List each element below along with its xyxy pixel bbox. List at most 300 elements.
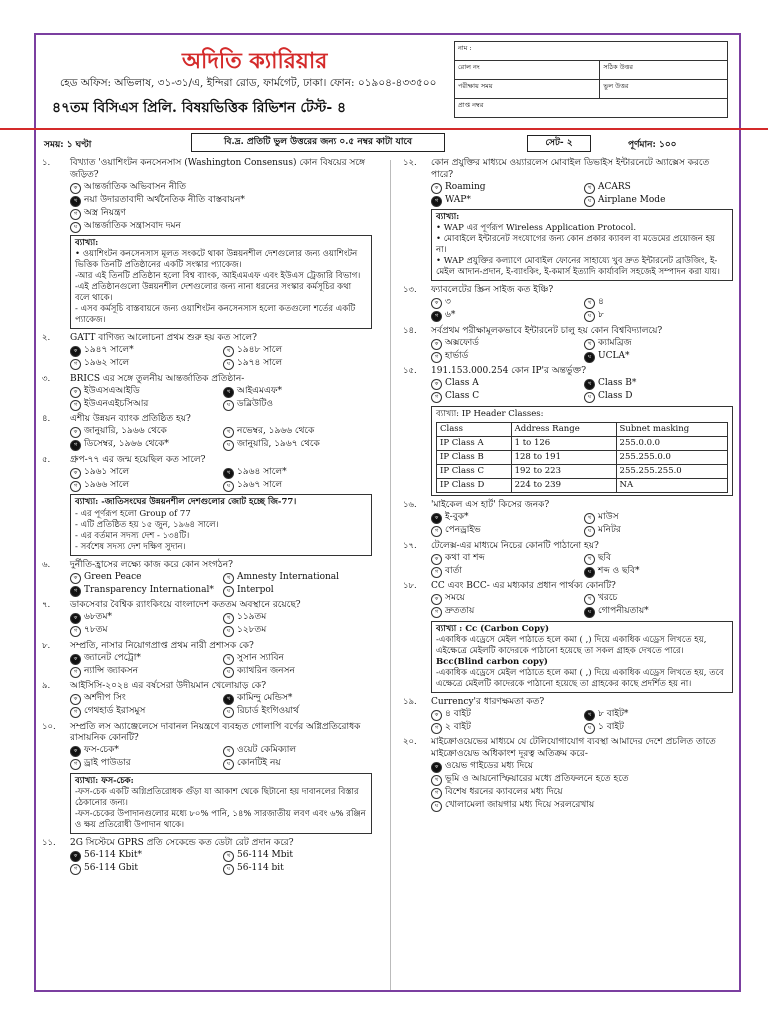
question-item <box>403 500 733 538</box>
option-bubble[interactable]: গ <box>70 440 81 451</box>
explanation-line: ব্যাখ্যা : Cc (Carbon Copy) <box>436 623 549 634</box>
option-list <box>70 426 372 452</box>
option-bubble[interactable]: খ <box>223 613 234 624</box>
answer-option[interactable] <box>223 426 372 438</box>
question-number: ৬. <box>42 559 51 570</box>
question-number: ৪. <box>42 414 51 425</box>
option-text: অস্ত্র নিয়ন্ত্রণ <box>84 207 126 218</box>
option-text: ডিসেম্বর, ১৯৬৬ থেকে* <box>84 439 169 450</box>
answer-option[interactable] <box>431 525 580 537</box>
option-bubble[interactable]: ক <box>70 573 81 584</box>
option-bubble[interactable]: গ <box>431 392 442 403</box>
answer-option[interactable] <box>70 653 219 665</box>
option-text: ড্রাই পাউডার <box>84 758 131 769</box>
exam-title: ৪৭তম বিসিএস প্রিলি. বিষয়ভিত্তিক রিভিশন টেস্ট- ৪ <box>52 100 347 116</box>
answer-option[interactable] <box>431 566 580 578</box>
answer-option[interactable] <box>431 182 580 194</box>
explanation-line: - সর্বশেষ সদস্য দেশ দক্ষিণ সুদান। <box>75 541 186 552</box>
option-bubble[interactable]: ঘ <box>584 526 595 537</box>
option-bubble[interactable]: ক <box>431 762 442 773</box>
option-bubble[interactable]: গ <box>70 586 81 597</box>
option-bubble[interactable]: খ <box>584 183 595 194</box>
option-text: ১৯৭৪ সালে <box>237 358 283 369</box>
answer-option[interactable] <box>584 195 733 207</box>
question-number: ১. <box>42 158 51 168</box>
option-bubble[interactable]: ঘ <box>223 481 234 492</box>
answer-option[interactable] <box>584 593 733 605</box>
explanation-line: ব্যাখ্যা: <box>75 238 99 249</box>
question-item <box>403 158 733 281</box>
answer-option[interactable] <box>70 208 372 220</box>
answer-option[interactable] <box>223 850 372 862</box>
option-bubble[interactable]: গ <box>70 667 81 678</box>
option-bubble[interactable]: ক <box>70 851 81 862</box>
option-text: জানুয়ারি, ১৯৬৭ থেকে <box>237 439 320 450</box>
explanation-box <box>70 494 372 555</box>
option-text: Class B* <box>598 378 637 389</box>
option-text: আইএমএফ* <box>237 385 282 396</box>
question-header <box>403 541 733 553</box>
option-bubble[interactable]: খ <box>223 694 234 705</box>
option-bubble[interactable]: খ <box>584 298 595 309</box>
question-number: ৮. <box>42 640 51 651</box>
option-bubble[interactable]: গ <box>431 788 442 799</box>
answer-option[interactable] <box>223 572 372 584</box>
answer-option[interactable] <box>431 774 733 786</box>
roll-field[interactable]: রোল নং <box>455 61 600 80</box>
option-list <box>431 378 733 404</box>
table-cell: IP Class C <box>437 465 512 479</box>
answer-option[interactable] <box>431 722 580 734</box>
answer-option[interactable] <box>431 310 580 322</box>
option-bubble[interactable]: খ <box>223 468 234 479</box>
answer-option[interactable] <box>584 606 733 618</box>
answer-option[interactable] <box>584 338 733 350</box>
answer-option[interactable] <box>70 358 219 370</box>
answer-option[interactable] <box>431 378 580 390</box>
option-bubble[interactable]: গ <box>431 196 442 207</box>
option-bubble[interactable]: গ <box>70 359 81 370</box>
answer-option[interactable] <box>584 525 733 537</box>
option-text: জানুয়ারি, ১৯৬৬ থেকে <box>84 426 167 437</box>
option-text: 56-114 bit <box>237 863 284 874</box>
question-item <box>403 285 733 323</box>
table-row <box>437 465 728 479</box>
option-bubble[interactable]: খ <box>223 573 234 584</box>
question-header <box>42 838 372 850</box>
option-list <box>70 612 372 638</box>
option-text: ৮ বাইট* <box>598 708 629 719</box>
option-text: ১৯৬১ সালে <box>84 466 130 477</box>
answer-option[interactable] <box>70 439 219 451</box>
time-field[interactable]: পরীক্ষায় সময় <box>455 80 600 99</box>
answer-option[interactable] <box>584 297 733 309</box>
answer-option[interactable] <box>70 758 219 770</box>
option-text: ন্যান্সি জ্যাকসন <box>84 665 138 676</box>
option-bubble[interactable]: ক <box>70 613 81 624</box>
answer-option[interactable] <box>223 467 372 479</box>
option-list <box>431 337 733 363</box>
brand-name: অদিতি ক্যারিয়ার <box>182 48 328 74</box>
option-bubble[interactable]: ঘ <box>223 759 234 770</box>
option-bubble[interactable]: গ <box>431 607 442 618</box>
answer-option[interactable] <box>431 351 580 363</box>
answer-option[interactable] <box>431 512 580 524</box>
answer-option[interactable] <box>223 386 372 398</box>
question-number: ১৭. <box>403 540 417 551</box>
answer-option[interactable] <box>584 391 733 403</box>
answer-option[interactable] <box>223 625 372 637</box>
table-cell: 224 to 239 <box>511 479 616 493</box>
option-bubble[interactable]: গ <box>70 481 81 492</box>
option-text: বার্তা <box>445 565 462 576</box>
obtained-field[interactable]: প্রাপ্ত নম্বর <box>455 99 728 118</box>
option-bubble[interactable]: ঘ <box>431 801 442 812</box>
option-bubble[interactable]: ক <box>431 554 442 565</box>
question-text: 2G সিস্টেমে GPRS প্রতি সেকেন্ডে কত ডেটা রেট প্রদান করে? <box>70 838 294 849</box>
question-header <box>42 560 372 572</box>
answer-option[interactable] <box>70 666 219 678</box>
option-bubble[interactable]: ঘ <box>223 667 234 678</box>
option-text: ১৯৬৬ সালে <box>84 479 130 490</box>
correct-field[interactable]: সঠিক উত্তর <box>600 61 728 80</box>
answer-option[interactable] <box>70 745 219 757</box>
option-text: Amnesty International <box>237 571 340 582</box>
table-header-cell: Subnet masking <box>616 422 727 436</box>
option-bubble[interactable]: ঘ <box>223 626 234 637</box>
option-bubble[interactable]: গ <box>70 864 81 875</box>
answer-option[interactable] <box>584 182 733 194</box>
option-bubble[interactable]: ঘ <box>584 311 595 322</box>
explanation-line: • ওয়াশিংটন কনসেনসাস মূলত সংকটে থাকা উন্নয়নশীল দেশগুলোর জন্য ওয়াশিংটন ভিত্তিক তিনটি প্রতিষ্ঠানের একটি সংস্কার প্যাকেজ। <box>75 249 358 271</box>
answer-option[interactable] <box>223 399 372 411</box>
answer-option[interactable] <box>70 625 219 637</box>
answer-option[interactable] <box>223 345 372 357</box>
answer-option[interactable] <box>431 391 580 403</box>
column-divider <box>390 160 391 990</box>
option-bubble[interactable]: খ <box>223 654 234 665</box>
option-text: Roaming <box>445 181 486 192</box>
option-bubble[interactable]: ক <box>431 183 442 194</box>
answer-option[interactable] <box>223 693 372 705</box>
wrong-field[interactable]: ভুল উত্তর <box>600 80 728 99</box>
option-text: WAP* <box>445 194 471 205</box>
option-text: Airplane Mode <box>598 194 666 205</box>
answer-option[interactable] <box>431 606 580 618</box>
explanation-box <box>431 209 733 281</box>
option-text: সুসান স্যাবিন <box>237 652 284 663</box>
option-bubble[interactable]: গ <box>431 723 442 734</box>
set-label: সেট- ২ <box>527 135 591 152</box>
option-bubble[interactable]: খ <box>584 339 595 350</box>
option-list <box>431 552 733 578</box>
option-bubble[interactable]: খ <box>223 346 234 357</box>
option-bubble[interactable]: খ <box>223 746 234 757</box>
option-list <box>70 571 372 597</box>
question-text: বিখ্যাত 'ওয়াশিংটন কনসেনসাস (Washington Consensus) কোন বিষয়ের সঙ্গে জড়িত? <box>70 158 365 180</box>
answer-option[interactable] <box>70 693 219 705</box>
answer-option[interactable] <box>223 480 372 492</box>
question-item <box>403 326 733 364</box>
question-number: ২. <box>42 333 51 344</box>
answer-option[interactable] <box>70 572 219 584</box>
full-marks: পূর্ণমান: ১০০ <box>628 140 677 150</box>
option-text: Class A <box>445 378 479 389</box>
explanation-box <box>70 773 372 834</box>
option-bubble[interactable]: খ <box>223 387 234 398</box>
answer-option[interactable] <box>431 800 733 812</box>
option-bubble[interactable]: ক <box>70 746 81 757</box>
option-bubble[interactable]: ক <box>70 183 81 194</box>
option-bubble[interactable]: খ <box>584 379 595 390</box>
option-text: গেথহার্ড ইরাসমুস <box>84 706 146 717</box>
question-header <box>403 500 733 512</box>
explanation-line: -আর এই তিনটি প্রতিষ্ঠান হলো বিশ্ব ব্যাংক, আইএমএফ এবং ইউএস ট্রেজারি বিভাগ। <box>75 271 361 282</box>
red-rule <box>0 128 768 130</box>
option-bubble[interactable]: গ <box>431 352 442 363</box>
option-text: গোপনীয়তায়* <box>598 606 649 617</box>
option-bubble[interactable]: ঘ <box>223 400 234 411</box>
question-text: কোন প্রযুক্তির মাধ্যমে ওয়্যারলেস মোবাইল ডিভাইস ইন্টারনেটে অ্যাক্সেস করতে পারে? <box>431 158 710 180</box>
question-number: ১৫. <box>403 366 417 377</box>
answer-option[interactable] <box>431 297 580 309</box>
table-cell: 128 to 191 <box>511 451 616 465</box>
answer-option[interactable] <box>70 850 219 862</box>
question-text: GATT বাণিজ্য আলোচনা প্রথম শুরু হয় কত সালে? <box>70 333 257 344</box>
question-number: ৫. <box>42 454 51 465</box>
option-bubble[interactable]: ক <box>431 513 442 524</box>
answer-option[interactable] <box>223 745 372 757</box>
answer-option[interactable] <box>70 467 219 479</box>
option-text: দ্রুততায় <box>445 606 475 617</box>
option-bubble[interactable]: খ <box>223 851 234 862</box>
option-text: ক্যামব্রিজ <box>598 337 632 348</box>
option-list <box>70 466 372 492</box>
answer-option[interactable] <box>431 553 580 565</box>
option-bubble[interactable]: ঘ <box>584 607 595 618</box>
option-bubble[interactable]: ক <box>70 346 81 357</box>
table-cell: 1 to 126 <box>511 436 616 450</box>
exam-time: সময়: ১ ঘণ্টা <box>44 140 92 150</box>
question-text: এশীয় উন্নয়ন ব্যাংক প্রতিষ্ঠিত হয়? <box>70 414 191 425</box>
answer-option[interactable] <box>584 378 733 390</box>
option-bubble[interactable]: খ <box>223 427 234 438</box>
question-text: আইসিসি-২০২৪ এর বর্ষসেরা উদীয়মান খেলোয়াড় কে? <box>70 681 267 692</box>
option-bubble[interactable]: গ <box>70 707 81 718</box>
option-bubble[interactable]: ঘ <box>584 567 595 578</box>
option-bubble[interactable]: ক <box>70 387 81 398</box>
question-header <box>403 285 733 297</box>
answer-option[interactable] <box>70 612 219 624</box>
answer-option[interactable] <box>70 221 372 233</box>
answer-option[interactable] <box>431 195 580 207</box>
answer-option[interactable] <box>70 863 219 875</box>
option-bubble[interactable]: ঘ <box>223 359 234 370</box>
option-bubble[interactable]: খ <box>431 775 442 786</box>
question-number: ৭. <box>42 600 51 611</box>
option-text: কোনটিই নয় <box>237 758 281 769</box>
question-header <box>403 581 733 593</box>
answer-option[interactable] <box>223 758 372 770</box>
option-text: Transparency International* <box>84 584 214 595</box>
answer-option[interactable] <box>70 585 219 597</box>
right-column <box>403 158 733 816</box>
question-item <box>42 414 372 452</box>
explanation-box <box>70 235 372 329</box>
answer-option[interactable] <box>70 399 219 411</box>
question-header <box>403 326 733 338</box>
answer-option[interactable] <box>431 761 733 773</box>
option-text: 56-114 Gbit <box>84 863 138 874</box>
option-bubble[interactable]: ঘ <box>70 222 81 233</box>
question-number: ১০. <box>42 721 56 732</box>
option-bubble[interactable]: গ <box>431 526 442 537</box>
option-bubble[interactable]: ক <box>70 694 81 705</box>
option-text: ৬৮তম* <box>84 612 112 623</box>
option-text: ১৯৪৭ সালে* <box>84 345 134 356</box>
question-text: মাইক্রোওয়েভের মাধ্যমে যে টেলিযোগাযোগ ব্যবস্থা আমাদের দেশে প্রচলিত তাতে মাইক্রোওয়েভ অধিকাংশ দূরত্ব অতিক্রম করে- <box>431 737 716 759</box>
answer-option[interactable] <box>584 553 733 565</box>
answer-option[interactable] <box>223 666 372 678</box>
question-header <box>403 366 733 378</box>
option-bubble[interactable]: গ <box>70 626 81 637</box>
question-header <box>42 333 372 345</box>
answer-option[interactable] <box>584 722 733 734</box>
option-bubble[interactable]: খ <box>584 554 595 565</box>
option-bubble[interactable]: ক <box>431 339 442 350</box>
option-text: Class C <box>445 391 480 402</box>
answer-option[interactable] <box>584 709 733 721</box>
option-list <box>70 181 372 233</box>
question-item <box>42 600 372 638</box>
option-bubble[interactable]: ক <box>431 379 442 390</box>
answer-option[interactable] <box>584 351 733 363</box>
answer-option[interactable] <box>70 706 219 718</box>
option-bubble[interactable]: ঘ <box>584 352 595 363</box>
option-bubble[interactable]: ঘ <box>584 392 595 403</box>
answer-option[interactable] <box>584 566 733 578</box>
table-cell: IP Class B <box>437 451 512 465</box>
answer-option[interactable] <box>70 345 219 357</box>
question-header <box>42 600 372 612</box>
option-bubble[interactable]: খ <box>584 513 595 524</box>
option-bubble[interactable]: গ <box>70 759 81 770</box>
option-bubble[interactable]: ক <box>70 468 81 479</box>
answer-option[interactable] <box>223 358 372 370</box>
answer-option[interactable] <box>70 182 372 194</box>
option-bubble[interactable]: ঘ <box>223 440 234 451</box>
option-bubble[interactable]: ক <box>70 654 81 665</box>
answer-option[interactable] <box>223 863 372 875</box>
question-text: টেলেক্স-এর মাধ্যমে নিচের কোনটি পাঠানো হয়? <box>431 540 599 551</box>
negative-marking-note: বি.দ্র. প্রতিটি ভুল উত্তরের জন্য ০.৫ নম্বর কাটা যাবে <box>191 133 445 152</box>
question-item <box>42 560 372 598</box>
option-bubble[interactable]: ঘ <box>584 196 595 207</box>
option-list <box>431 181 733 207</box>
option-bubble[interactable]: ঘ <box>223 707 234 718</box>
option-text: নভেম্বর, ১৯৬৬ থেকে <box>237 426 315 437</box>
answer-option[interactable] <box>70 480 219 492</box>
option-bubble[interactable]: খ <box>584 594 595 605</box>
answer-option[interactable] <box>223 439 372 451</box>
answer-option[interactable] <box>70 426 219 438</box>
option-text: ১৯৪৮ সালে <box>237 345 283 356</box>
explanation-line: ব্যাখ্যা: ফস-চেক: <box>75 775 134 786</box>
question-item <box>403 581 733 693</box>
answer-option[interactable] <box>223 706 372 718</box>
option-bubble[interactable]: গ <box>431 311 442 322</box>
option-bubble[interactable]: খ <box>584 710 595 721</box>
option-text: ১২৮তম <box>237 625 267 636</box>
explanation-line: -ফস-চেক একটি অগ্নিপ্রতিরোধক গুঁড়া যা আকাশ থেকে ছিটানো হয় দাবানলের বিস্তার ঠেকানোর জন্য। <box>75 786 359 808</box>
option-text: খরচে <box>598 593 618 604</box>
question-number: ১১. <box>42 838 56 849</box>
option-bubble[interactable]: গ <box>431 567 442 578</box>
explanation-line: -একাধিক এড্রেসে মেইল পাঠাতে হলে কমা ( ,) দিয়ে একাধিক এড্রেস লিখতে হয়, এইক্ষেত্রে মেইলটি কাদেরকে পাঠানো হয়েছে তা সকল গ্রাহক দেখতে পারে। <box>436 634 707 656</box>
answer-option[interactable] <box>223 653 372 665</box>
option-list <box>70 693 372 719</box>
option-bubble[interactable]: ক <box>70 427 81 438</box>
option-bubble[interactable]: ঘ <box>223 586 234 597</box>
question-item <box>42 333 372 371</box>
answer-option[interactable] <box>584 512 733 524</box>
explanation-line: • WAP এর পূর্ণরূপ Wireless Application Protocol. <box>436 223 637 234</box>
question-item <box>403 697 733 735</box>
option-text: বিশেষ ধরনের ক্যাবলের মধ্য দিয়ে <box>445 787 563 798</box>
question-text: CC এবং BCC- এর মধ্যকার প্রধান পার্থক্য কোনটি? <box>431 581 616 592</box>
option-text: ১৯৬৪ সালে* <box>237 466 287 477</box>
option-text: ই-বুক* <box>445 512 469 523</box>
question-item <box>42 838 372 876</box>
left-column <box>42 158 372 879</box>
option-bubble[interactable]: গ <box>70 209 81 220</box>
option-bubble[interactable]: ক <box>431 298 442 309</box>
option-text: Class D <box>598 391 633 402</box>
answer-option[interactable] <box>584 310 733 322</box>
answer-option[interactable] <box>70 195 372 207</box>
question-header <box>42 722 372 745</box>
explanation-line: -এই প্রতিষ্ঠানগুলো উন্নয়নশীল দেশগুলোর জন্য নানা ধরনের সংস্কার কর্মসূচির কথা বলে থাকে। <box>75 282 352 304</box>
table-cell: 192 to 223 <box>511 465 616 479</box>
option-text: Interpol <box>237 584 274 595</box>
option-text: সময়ে <box>445 593 465 604</box>
option-bubble[interactable]: ঘ <box>584 723 595 734</box>
table-cell: IP Class D <box>437 479 512 493</box>
candidate-info-table <box>454 41 728 118</box>
table-cell: 255.255.255.0 <box>616 465 727 479</box>
option-bubble[interactable]: ক <box>431 594 442 605</box>
option-text: ১৯৬২ সালে <box>84 358 130 369</box>
answer-option[interactable] <box>70 386 219 398</box>
option-bubble[interactable]: ঘ <box>223 864 234 875</box>
answer-option[interactable] <box>431 338 580 350</box>
option-text: হার্ভার্ড <box>445 350 469 361</box>
question-text: ডাকসেবার বৈশ্বিক র‍্যাংকিংয়ে বাংলাদেশ কততম অবস্থানে রয়েছে? <box>70 600 301 611</box>
table-cell: 255.0.0.0 <box>616 436 727 450</box>
answer-option[interactable] <box>431 787 733 799</box>
option-list <box>431 297 733 323</box>
option-bubble[interactable]: গ <box>70 400 81 411</box>
option-bubble[interactable]: ক <box>431 710 442 721</box>
option-bubble[interactable]: খ <box>70 196 81 207</box>
answer-option[interactable] <box>431 593 580 605</box>
answer-option[interactable] <box>223 585 372 597</box>
answer-option[interactable] <box>223 612 372 624</box>
option-text: ৭৮তম <box>84 625 108 636</box>
answer-option[interactable] <box>431 709 580 721</box>
option-text: নয়া উদারতাবাদী অর্থনৈতিক নীতি বাস্তবায়ন* <box>84 194 245 205</box>
name-field[interactable]: নাম : <box>455 42 728 61</box>
